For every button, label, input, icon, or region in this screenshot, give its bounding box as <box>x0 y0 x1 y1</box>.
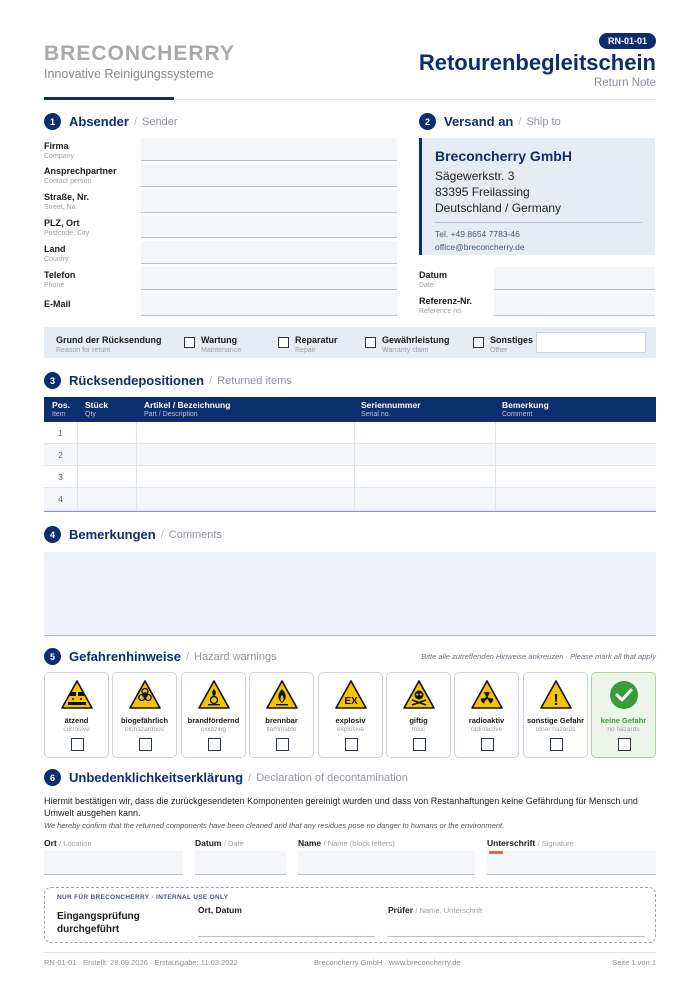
brand-tagline: Innovative Reinigungssysteme <box>44 67 214 81</box>
section-number: 2 <box>419 113 436 130</box>
hazard-card-oxidizing[interactable]: brandfördernd oxidizing <box>181 672 246 758</box>
reason-maintenance-label: Wartung Maintenance <box>201 335 242 354</box>
exclamation-icon <box>540 680 572 710</box>
table-row[interactable]: 4 <box>44 488 656 511</box>
biohazard-icon <box>129 680 161 710</box>
recipient-email: office@breconcherry.de <box>435 242 525 252</box>
column-description: Artikel / Bezeichnung Part / Description <box>144 400 231 418</box>
recipient-phone: Tel. +49 8654 7783-46 <box>435 229 520 239</box>
recipient-country: Deutschland / Germany <box>435 201 562 215</box>
incoming-inspection-title: Eingangsprüfung durchgeführt <box>57 911 140 935</box>
hazard-card-corrosive[interactable]: ätzend corrosive <box>44 672 109 758</box>
skull-icon <box>403 680 435 710</box>
hazard-card-flammable[interactable]: brennbar flammable <box>249 672 314 758</box>
table-row[interactable]: 2 <box>44 444 656 466</box>
hazard-none-checkbox[interactable] <box>618 738 631 751</box>
section-title-en: Comments <box>168 528 222 541</box>
declaration-text-en: We hereby confirm that the returned components have been cleaned and that any residues pose no danger to humans or the environment. <box>44 821 505 830</box>
reason-repair-label: Reparatur Repair <box>295 335 338 354</box>
section-number: 3 <box>44 372 61 389</box>
label-company: Firma Company <box>44 141 74 160</box>
table-row[interactable]: 1 <box>44 422 656 444</box>
contact-person-field[interactable] <box>141 164 397 187</box>
comments-textarea[interactable] <box>44 552 656 636</box>
label-reference-no: Referenz-Nr. Reference no. <box>419 296 473 315</box>
section-title-en: Hazard warnings <box>194 650 277 663</box>
reason-other-checkbox[interactable] <box>473 337 484 348</box>
street-field[interactable] <box>141 190 397 213</box>
column-serial: Seriennummer Serial no. <box>361 400 421 418</box>
section-number: 1 <box>44 113 61 130</box>
hazard-explosive-checkbox[interactable] <box>345 738 358 751</box>
section-title: Unbedenklichkeitserklärung <box>69 770 244 785</box>
hazard-card-explosive[interactable]: EX explosiv explosive <box>318 672 383 758</box>
hazard-card-toxic[interactable]: giftig toxic <box>386 672 451 758</box>
section-items-heading: 3 Rücksendepositionen / Returned items <box>44 372 292 389</box>
label-return-reason: Grund der Rücksendung Reason for return <box>56 335 162 354</box>
section-title: Absender <box>69 114 129 129</box>
return-reason-bar <box>44 327 656 358</box>
brand-accent-rule <box>44 97 174 100</box>
column-qty: Stück Qty <box>85 400 109 418</box>
section-hazards-heading: 5 Gefahrenhinweise / Hazard warnings <box>44 648 277 665</box>
section-title: Bemerkungen <box>69 527 156 542</box>
header-divider <box>174 99 656 100</box>
column-pos: Pos. Item <box>52 400 70 418</box>
hazard-other-checkbox[interactable] <box>550 738 563 751</box>
recipient-city: 83395 Freilassing <box>435 185 530 199</box>
hazard-toxic-checkbox[interactable] <box>413 738 426 751</box>
column-comment: Bemerkung Comment <box>502 400 549 418</box>
footer-document-info: RN-01-01 · Erstellt: 28.09.2026 · Erstausgabe: 11.03.2022 <box>44 958 238 967</box>
postcode-city-field[interactable] <box>141 215 397 238</box>
label-contact-person: Ansprechpartner Contact person <box>44 166 117 185</box>
label-signature: Unterschrift / Signature <box>487 838 574 848</box>
location-field[interactable] <box>44 851 183 875</box>
reason-repair-checkbox[interactable] <box>278 337 289 348</box>
section-ship-to-heading: 2 Versand an / Ship to <box>419 113 561 130</box>
section-title-en: Ship to <box>526 115 561 128</box>
sign-date-field[interactable] <box>195 851 286 875</box>
label-name: Name / Name (block letters) <box>298 838 395 848</box>
internal-use-box <box>44 887 656 943</box>
reason-other-label: Sonstiges Other <box>490 335 534 354</box>
radiation-icon <box>471 680 503 710</box>
label-inspector: Prüfer / Name, Unterschrift <box>388 905 483 915</box>
signature-marker <box>489 851 503 854</box>
hazards-instruction: Bitte alle zutreffenden Hinweise ankreuzen · Please mark all that apply <box>421 652 656 661</box>
section-title: Gefahrenhinweise <box>69 649 181 664</box>
hazard-card-biohazardous[interactable]: biogefährlich biohazardous <box>112 672 177 758</box>
section-comments-heading: 4 Bemerkungen / Comments <box>44 526 222 543</box>
svg-text:EX: EX <box>344 696 358 707</box>
section-sender-heading: 1 Absender / Sender <box>44 113 178 130</box>
label-date: Datum Date <box>419 270 448 289</box>
date-field[interactable] <box>494 267 655 290</box>
label-country: Land Country <box>44 244 69 263</box>
items-table-header <box>44 397 656 422</box>
hazard-corrosive-checkbox[interactable] <box>71 738 84 751</box>
table-row[interactable]: 3 <box>44 466 656 488</box>
reason-other-input[interactable] <box>536 332 646 353</box>
label-postcode-city: PLZ, Ort Postcode, City <box>44 218 90 237</box>
internal-heading: NUR FÜR BRECONCHERRY · INTERNAL USE ONLY <box>57 894 229 901</box>
email-field[interactable] <box>141 293 397 316</box>
ship-to-address-box <box>419 138 655 255</box>
name-field[interactable] <box>298 851 475 875</box>
label-street: Straße, Nr. Street, No. <box>44 192 90 211</box>
hazard-card-radioactive[interactable]: radioaktiv radioactive <box>454 672 519 758</box>
section-declaration-heading: 6 Unbedenklichkeitserklärung / Declaration of decontamination <box>44 769 408 786</box>
oxidizing-icon <box>198 680 230 710</box>
section-number: 4 <box>44 526 61 543</box>
reference-no-field[interactable] <box>494 293 655 316</box>
hazard-card-other[interactable]: ! sonstige Gefahr other hazards <box>523 672 588 758</box>
footer-page-number: Seite 1 von 1 <box>612 958 656 967</box>
document-subtitle: Return Note <box>593 77 656 89</box>
recipient-company: Breconcherry GmbH <box>435 148 572 164</box>
hazard-oxidizing-checkbox[interactable] <box>208 738 221 751</box>
signature-field[interactable] <box>487 851 656 875</box>
label-place-date: Ort, Datum <box>198 905 242 915</box>
company-field[interactable] <box>141 138 397 161</box>
flame-icon <box>266 680 298 710</box>
section-number: 5 <box>44 648 61 665</box>
check-circle-icon <box>608 680 640 710</box>
corrosive-icon <box>61 680 93 710</box>
label-email: E-Mail <box>44 299 71 309</box>
recipient-street: Sägewerkstr. 3 <box>435 169 515 183</box>
declaration-text-de: Hiermit bestätigen wir, dass die zurückgesendeten Komponenten gereinigt wurden und dass von Restanhaftungen keine Gefährdung für Mensch und Umwelt ausgehen kann. <box>44 796 638 818</box>
footer-company: Breconcherry GmbH · www.breconcherry.de <box>314 958 461 967</box>
section-title-en: Returned items <box>217 374 292 387</box>
country-field[interactable] <box>141 241 397 264</box>
explosive-icon <box>335 680 367 710</box>
reason-warranty-checkbox[interactable] <box>365 337 376 348</box>
svg-text:!: ! <box>553 692 559 709</box>
hazard-card-none[interactable]: keine Gefahr no hazards <box>591 672 656 758</box>
hazard-flammable-checkbox[interactable] <box>276 738 289 751</box>
section-number: 6 <box>44 769 61 786</box>
phone-field[interactable] <box>141 267 397 290</box>
section-title: Rücksendepositionen <box>69 373 205 388</box>
label-phone: Telefon Phone <box>44 270 76 289</box>
document-id-badge: RN-01-01 <box>599 33 656 49</box>
section-title: Versand an <box>444 114 514 129</box>
document-title: Retourenbegleitschein <box>418 50 656 75</box>
section-title-en: Declaration of decontamination <box>256 771 408 784</box>
hazard-biohazardous-checkbox[interactable] <box>139 738 152 751</box>
internal-inspector-field[interactable] <box>388 916 645 937</box>
label-location: Ort / Location <box>44 838 92 848</box>
label-sign-date: Datum / Date <box>195 838 244 848</box>
reason-warranty-label: Gewährleistung Warranty claim <box>382 335 450 354</box>
section-title-en: Sender <box>142 115 178 128</box>
internal-place-date-field[interactable] <box>198 916 375 937</box>
reason-maintenance-checkbox[interactable] <box>184 337 195 348</box>
brand-name: BRECONCHERRY <box>44 42 235 65</box>
hazard-radioactive-checkbox[interactable] <box>481 738 494 751</box>
